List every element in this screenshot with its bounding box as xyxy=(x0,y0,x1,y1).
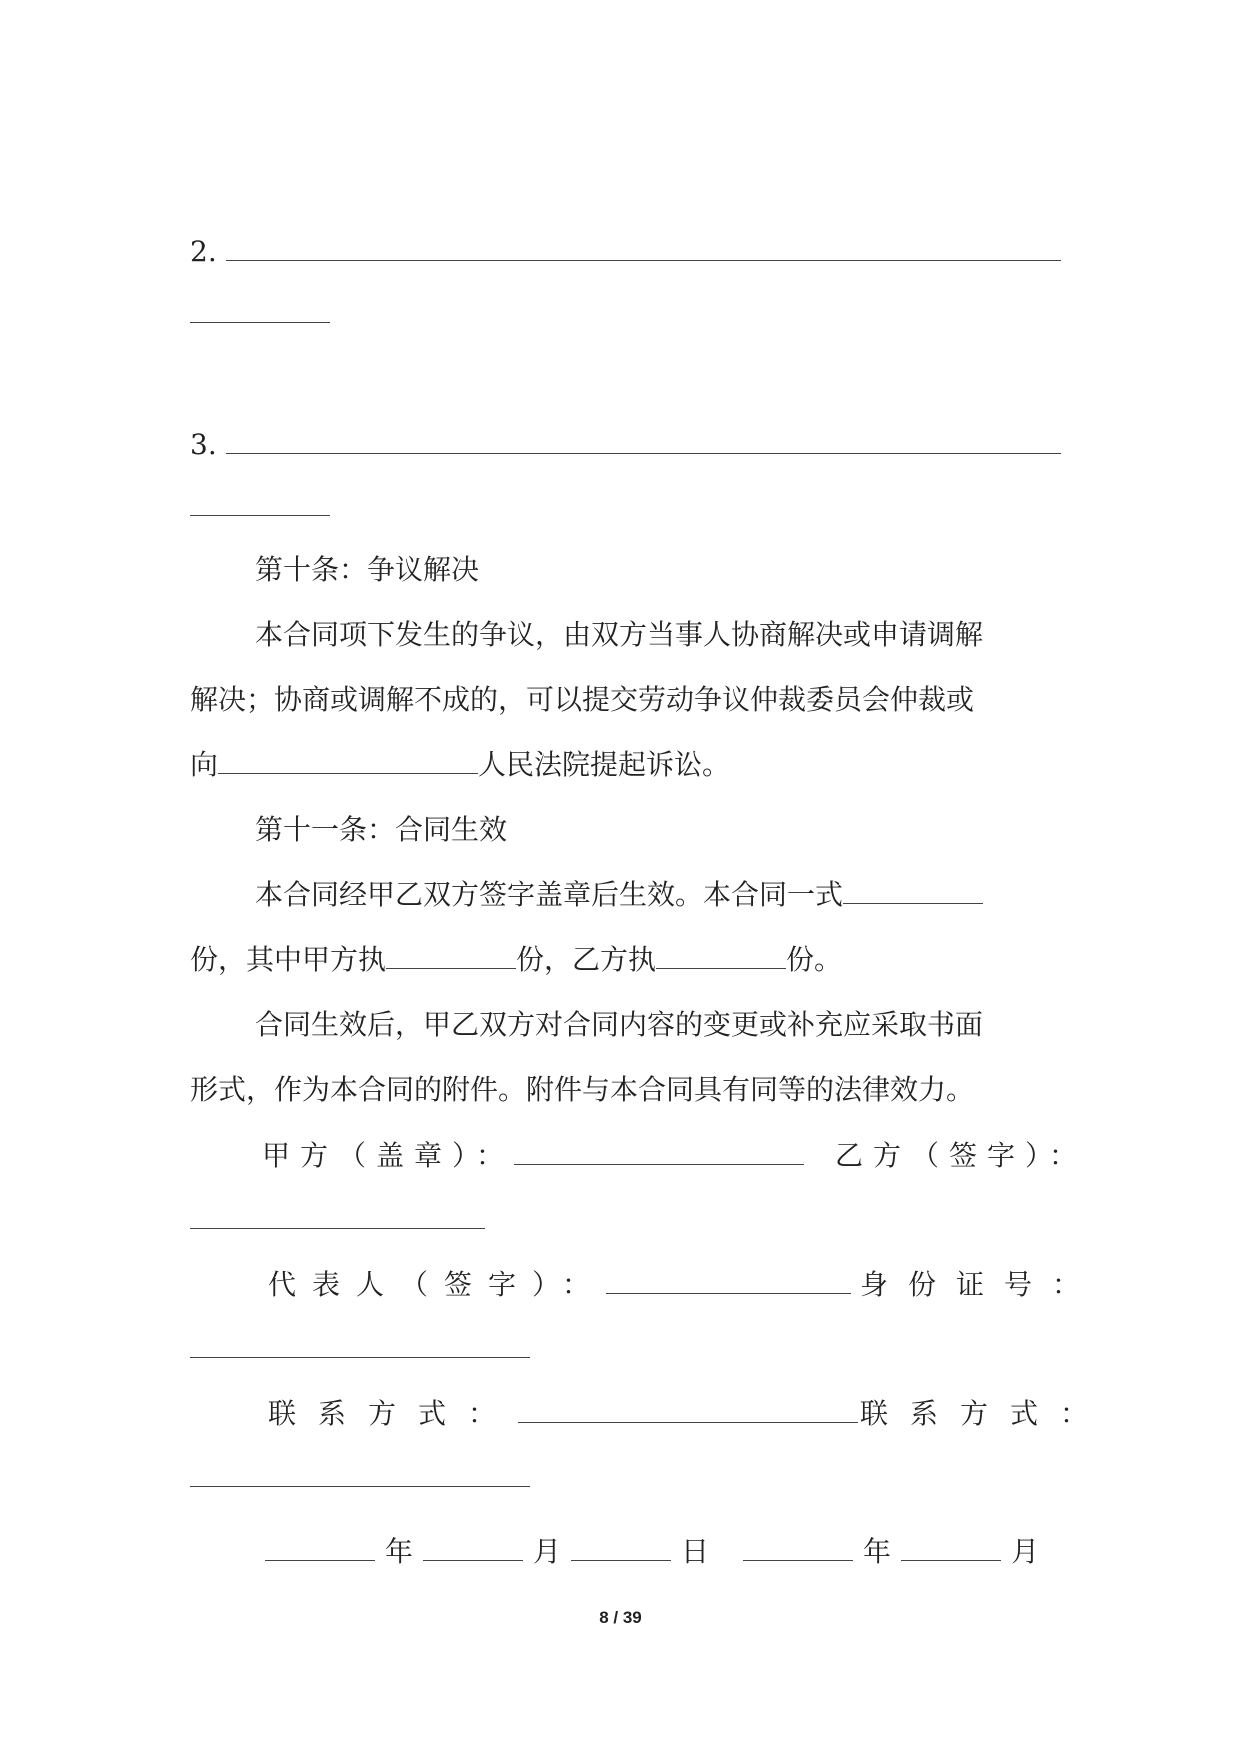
year-b-field[interactable] xyxy=(743,1534,853,1561)
article-11-para2-line1: 合同生效后，甲乙双方对合同内容的变更或补充应采取书面 xyxy=(255,1008,984,1041)
party-b-signature-field[interactable] xyxy=(190,1228,485,1229)
page-indicator: 8 / 39 xyxy=(599,1608,642,1627)
year-a-field[interactable] xyxy=(265,1534,375,1561)
blank-field[interactable] xyxy=(226,427,1061,454)
text-fragment: 人民法院提起诉讼。 xyxy=(478,748,731,781)
representative-signature-field[interactable] xyxy=(606,1267,851,1294)
court-name-field[interactable] xyxy=(218,747,478,774)
article-10-text-line3 xyxy=(190,745,730,785)
party-b-label: 乙方（签字）： xyxy=(835,1139,1088,1172)
copies-total-field[interactable] xyxy=(843,877,983,904)
contact-a-field[interactable] xyxy=(518,1396,858,1423)
text-fragment: 向 xyxy=(190,748,219,781)
contact-b-label: 联系方式： xyxy=(860,1397,1111,1430)
article-11-para2-line2: 形式，作为本合同的附件。附件与本合同具有同等的法律效力。 xyxy=(190,1073,975,1106)
date-row xyxy=(265,1532,1039,1572)
blank-field-continued[interactable] xyxy=(190,515,330,516)
article-10-text-line2: 解决；协商或调解不成的，可以提交劳动争议仲裁委员会仲裁或 xyxy=(190,683,975,716)
contact-b-field[interactable] xyxy=(190,1486,530,1487)
article-11-title: 第十一条：合同生效 xyxy=(255,813,508,846)
article-10-title: 第十条：争议解决 xyxy=(255,553,480,586)
month-label: 月 xyxy=(1011,1535,1040,1568)
year-label: 年 xyxy=(385,1535,414,1568)
list-item-3 xyxy=(190,425,1061,465)
party-a-seal-field[interactable] xyxy=(514,1138,804,1165)
month-b-field[interactable] xyxy=(901,1534,1001,1561)
representative-row xyxy=(268,1265,851,1305)
month-label: 月 xyxy=(533,1535,562,1568)
text-fragment: 份。 xyxy=(786,943,843,976)
day-label: 日 xyxy=(681,1535,710,1568)
contact-row xyxy=(268,1394,858,1434)
id-number-field[interactable] xyxy=(190,1357,530,1358)
id-number-label: 身份证号： xyxy=(860,1268,1101,1301)
contact-a-label: 联系方式： xyxy=(268,1397,519,1430)
blank-field-continued[interactable] xyxy=(190,322,330,323)
party-a-label: 甲方（盖章）： xyxy=(262,1139,515,1172)
article-11-para1-line1 xyxy=(255,875,983,915)
article-11-para1-line2 xyxy=(190,940,842,980)
month-a-field[interactable] xyxy=(423,1534,523,1561)
copies-party-a-field[interactable] xyxy=(386,942,516,969)
item-number: 2. xyxy=(190,235,217,268)
article-10-text-line1: 本合同项下发生的争议，由双方当事人协商解决或申请调解 xyxy=(255,618,984,651)
text-fragment: 份，其中甲方执 xyxy=(190,943,387,976)
party-a-row xyxy=(262,1136,804,1176)
item-number: 3. xyxy=(190,428,217,461)
copies-party-b-field[interactable] xyxy=(656,942,786,969)
day-a-field[interactable] xyxy=(571,1534,671,1561)
text-fragment: 份，乙方执 xyxy=(516,943,657,976)
list-item-2 xyxy=(190,232,1061,272)
blank-field[interactable] xyxy=(226,234,1061,261)
representative-label: 代表人（签字）： xyxy=(268,1268,607,1301)
year-label: 年 xyxy=(863,1535,892,1568)
text-fragment: 本合同经甲乙双方签字盖章后生效。本合同一式 xyxy=(255,878,844,911)
